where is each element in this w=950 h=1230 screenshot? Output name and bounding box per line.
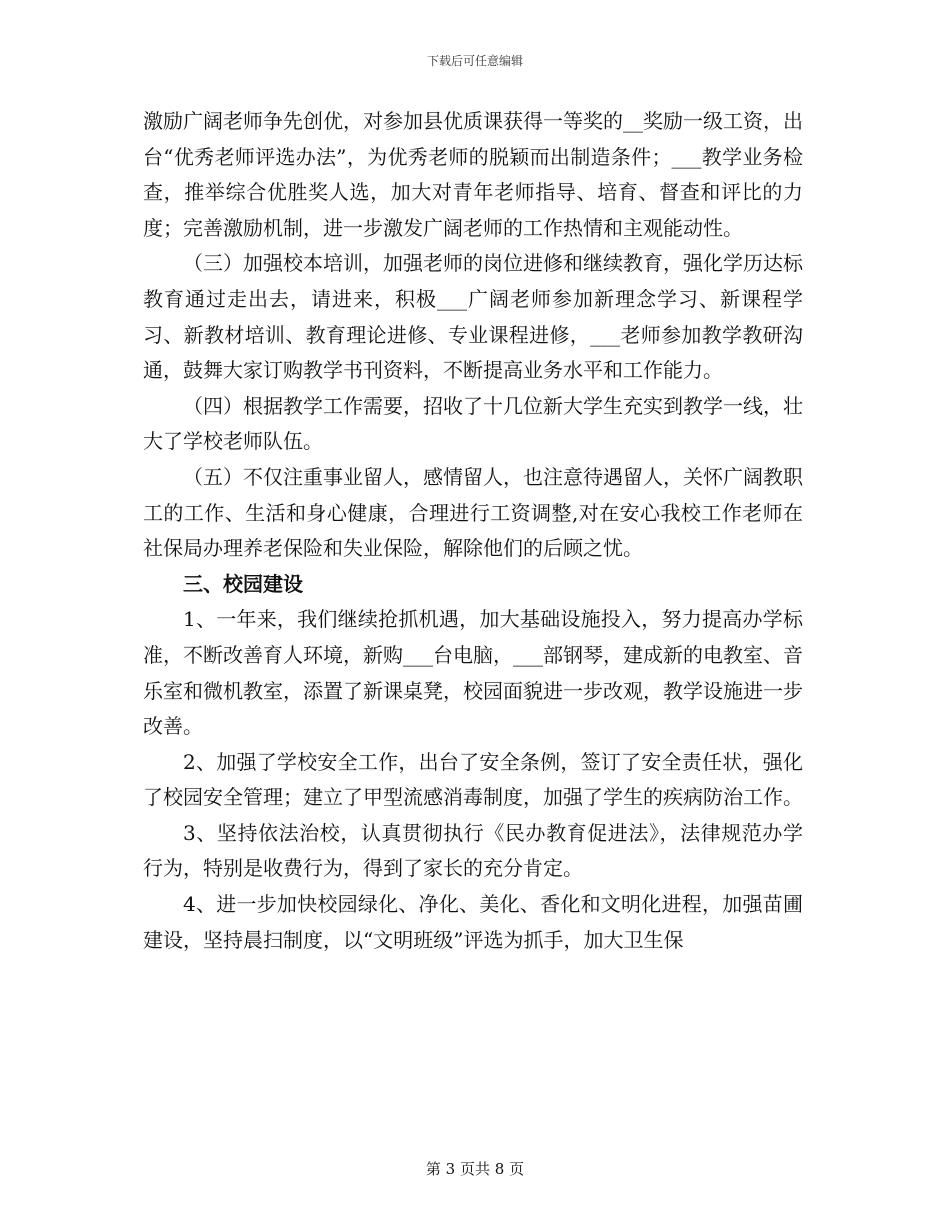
- document-body: [143, 104, 803, 958]
- paragraph-training: （三）加强校本培训，加强老师的岗位进修和继续教育，强化学历达标教育通过走出去，请进来，积极___广阔老师参加新理念学习、新课程学习、新教材培训、教育理论进修、专业课程进修，___老师参加教学教研沟通，鼓舞大家订购教学书刊资料，不断提高业务水平和工作能力。: [143, 251, 803, 383]
- page-footer: 第 3 页共 8 页: [425, 1160, 525, 1178]
- paragraph-retention: （五）不仅注重事业留人，感情留人，也注意待遇留人，关怀广阔教职工的工作、生活和身心健康，合理进行工资调整,对在安心我校工作老师在社保局办理养老保险和失业保险，解除他们的后顾之忧。: [143, 464, 803, 561]
- section-heading-campus-construction: 三、校园建设: [183, 571, 303, 596]
- paragraph-safety: 2、加强了学校安全工作，出台了安全条例，签订了安全责任状，强化了校园安全管理；建立了甲型流感消毒制度，加强了学生的疾病防治工作。: [143, 749, 803, 810]
- paragraph-infrastructure: 1、一年来，我们继续抢抓机遇，加大基础设施投入，努力提高办学标准，不断改善育人环境，新购___台电脑，___部钢琴，建成新的电教室、音乐室和微机教室，添置了新课桌凳，校园面貌进一步改观，教学设施进一步改善。: [143, 607, 803, 739]
- paragraph-law: 3、坚持依法治校，认真贯彻执行《民办教育促进法》，法律规范办学行为，特别是收费行为，得到了家长的充分肯定。: [143, 820, 803, 881]
- paragraph-greening: 4、进一步加快校园绿化、净化、美化、香化和文明化进程，加强苗圃建设，坚持晨扫制度，以“文明班级”评选为抓手，加大卫生保: [143, 892, 803, 952]
- paragraph-recruitment: （四）根据教学工作需要，招收了十几位新大学生充实到教学一线，壮大了学校老师队伍。: [143, 393, 803, 454]
- page-header: 下载后可任意编辑: [426, 54, 523, 68]
- paragraph-incentive: 激励广阔老师争先创优，对参加县优质课获得一等奖的__奖励一级工资，出台“优秀老师评选办法”，为优秀老师的脱颖而出制造条件；___教学业务检查，推举综合优胜奖人选，加大对青年老师指导、培育、督查和评比的力度；完善激励机制，进一步激发广阔老师的工作热情和主观能动性。: [143, 109, 803, 240]
